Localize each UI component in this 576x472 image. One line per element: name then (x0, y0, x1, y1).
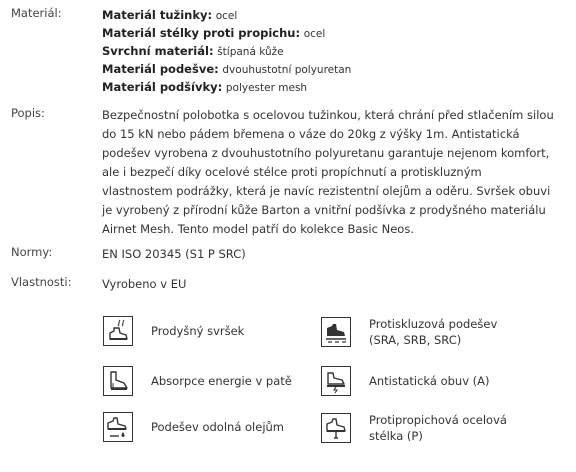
antistatic-shoe-icon (321, 366, 351, 396)
heel-energy-absorption-icon (103, 366, 133, 396)
material-item: Materiál podšívky: polyester mesh (102, 80, 308, 94)
breathable-upper-icon (103, 316, 133, 346)
feature-text: Absorpce energie v patě (151, 374, 292, 388)
properties-value: Vyrobeno v EU (102, 277, 187, 291)
feature-text: Antistatická obuv (A) (369, 374, 490, 388)
feature-steel-midsole (321, 412, 519, 444)
feature-anti-slip (321, 316, 519, 348)
anti-slip-sole-icon (321, 317, 351, 347)
material-item: Materiál stélky proti propichu: ocel (102, 26, 326, 40)
material-item: Materiál podešve: dvouhustotní polyuretan (102, 62, 352, 76)
feature-breathable-upper (103, 316, 244, 346)
feature-text: Protiskluzová podešev (SRA, SRB, SRC) (369, 317, 498, 347)
feature-antistatic (321, 366, 490, 396)
standards-label: Normy: (11, 245, 53, 259)
standards-value: EN ISO 20345 (S1 P SRC) (102, 247, 246, 261)
feature-text: Podešev odolná olejům (151, 420, 285, 434)
properties-label: Vlastnosti: (11, 275, 72, 289)
oil-resistant-sole-icon (103, 412, 133, 442)
steel-midsole-icon (321, 413, 351, 443)
feature-text: Prodyšný svršek (151, 324, 245, 338)
material-item: Svrchní materiál: štípaná kůže (102, 44, 284, 58)
feature-oil-resistant (103, 412, 284, 442)
material-list (102, 6, 568, 96)
feature-text: Protipropichová ocelová stélka (P) (369, 413, 507, 443)
material-label: Materiál: (11, 6, 62, 20)
material-item: Materiál tužinky: ocel (102, 8, 238, 22)
feature-energy-absorption (103, 366, 292, 396)
description-text: Bezpečnostní polobotka s ocelovou tužinkou, která chrání před stlačením silou do 15 kN nebo pádem břemena o váze do 20kg z výšky 1m. Antistatická podešev vyrobena z dvouhustotního polyuretanu garantuje nejenom komfort, ale i bezpečí díky ocelové stélce proti propíchnutí a protiskluzným vlastnostem podrážky, která je navíc rezistentní olejům a oděru. Svršek obuvi je vyrobený z přírodní kůže Barton a vnitřní podšívka z prodyšného materiálu Airnet Mesh. Tento model patří do kolekce Basic Neos. (102, 108, 554, 236)
description-label: Popis: (11, 106, 45, 120)
